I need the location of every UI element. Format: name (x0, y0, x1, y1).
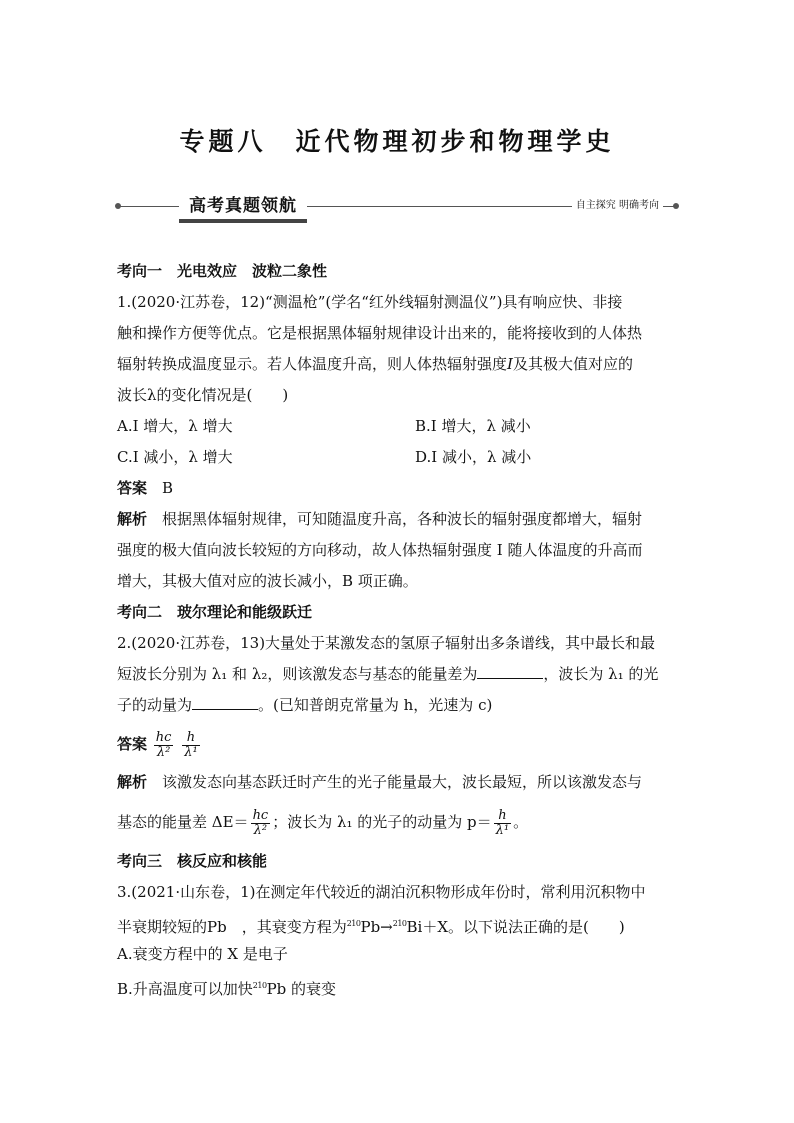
q3-option-b-a: B.升高温度可以加快 (117, 980, 253, 998)
q1-option-a[interactable]: A.I 增大，λ 增大 (117, 417, 233, 435)
banner-dot-left (115, 203, 121, 209)
q2-answer-fraction-1 (154, 731, 174, 760)
section-heading-3: 考向三 核反应和核能 (117, 852, 268, 870)
q1-options-row-2 (117, 442, 677, 473)
q2-exp-f1-den: λ² (253, 822, 268, 838)
q1-line-1: 1.(2020·江苏卷，12)“测温枪”(学名“红外线辐射测温仪”)具有响应快、非接 (117, 293, 623, 311)
q3-line-2 (117, 908, 677, 939)
q3-line-1: 3.(2021·山东卷，1)在测定年代较近的湖泊沉积物形成年份时，常利用沉积物中 (117, 883, 646, 901)
q1-line-3b: 及其极大值对应的 (512, 355, 633, 373)
q1-line-4a: 波长 (117, 386, 148, 404)
q1-answer (117, 473, 677, 504)
q1-var-lambda: λ (147, 386, 157, 404)
q1-options-row-1 (117, 411, 677, 442)
q1-answer-label: 答案 (117, 479, 148, 497)
q2-explanation-text-1: 该激发态向基态跃迁时产生的光子能量最大，波长最短，所以该激发态与 (162, 773, 643, 791)
q3-isotope-1: 210 (346, 919, 361, 928)
q2-exp-f2-num: h (494, 809, 511, 824)
q2-explanation-2a: 基态的能量差 ΔE＝ (117, 813, 249, 831)
q1-line-3 (117, 349, 677, 380)
q2-line-1: 2.(2020·江苏卷，13)大量处于某激发态的氢原子辐射出多条谱线，其中最长和最 (117, 634, 656, 652)
q2-explanation-2c: 。 (513, 813, 529, 831)
q2-answer-f1-num: hc (155, 729, 172, 745)
q1-line-3a: 辐射转换成温度显示。若人体温度升高，则人体热辐射强度 (117, 355, 508, 373)
q3-isotope-3: 210 (252, 981, 267, 990)
q2-blank-2[interactable] (192, 695, 258, 710)
q1-option-c[interactable]: C.I 减小，λ 增大 (117, 448, 233, 466)
q1-explanation-2: 强度的极大值向波长较短的方向移动，故人体热辐射强度 I 随人体温度的升高而 (117, 541, 643, 559)
q1-option-b[interactable]: B.I 增大，λ 减小 (415, 417, 531, 435)
page-title: 专题八 近代物理初步和物理学史 (179, 127, 615, 156)
q2-line-2 (117, 659, 677, 690)
q3-line-2a: 半衰期较短的Pb ，其衰变方程为 (117, 918, 347, 936)
q1-explanation-3: 增大，其极大值对应的波长减小，B 项正确。 (117, 572, 418, 590)
q2-answer-fraction-2 (182, 731, 199, 760)
q2-answer-label: 答案 (117, 735, 148, 753)
q3-option-a[interactable]: A.衰变方程中的 X 是电子 (117, 945, 288, 963)
q1-option-d[interactable]: D.I 减小，λ 减小 (415, 448, 532, 466)
q1-explanation-text-1: 根据黑体辐射规律，可知随温度升高，各种波长的辐射强度都增大，辐射 (162, 510, 643, 528)
q2-line-3 (117, 690, 677, 721)
content (117, 256, 677, 1001)
q1-line-4b: 的变化情况是( ) (156, 386, 289, 404)
q2-line-3b: 。(已知普朗克常量为 h，光速为 c) (258, 696, 493, 714)
q1-line-4 (117, 380, 677, 411)
q2-explanation-label: 解析 (117, 773, 148, 791)
q2-answer-f2-den: λ¹ (184, 744, 198, 760)
q3-isotope-2: 210 (392, 919, 407, 928)
q1-answer-value: B (162, 479, 174, 497)
section-heading-2: 考向二 玻尔理论和能级跃迁 (117, 603, 313, 621)
q2-exp-f2-den: λ¹ (495, 822, 510, 838)
q2-answer (117, 721, 677, 767)
q1-var-I: I (507, 355, 513, 373)
q2-exp-fraction-1 (251, 809, 271, 838)
q2-explanation-1 (117, 767, 677, 798)
q3-option-b-b: Pb 的衰变 (266, 980, 337, 998)
q2-line-2a: 短波长分别为 λ₁ 和 λ₂，则该激发态与基态的能量差为 (117, 665, 478, 683)
section-banner (117, 192, 677, 222)
q2-exp-f1-num: hc (252, 807, 269, 823)
q2-exp-fraction-2 (494, 809, 511, 838)
q2-line-3a: 子的动量为 (117, 696, 193, 714)
q2-line-2b: ，波长为 λ₁ 的光 (543, 665, 659, 683)
q2-explanation-2 (117, 798, 677, 846)
q1-explanation-label: 解析 (117, 510, 148, 528)
q3-line-2b: Pb→ (360, 918, 393, 936)
banner-dot-right (673, 203, 679, 209)
q1-line-2: 触和操作方便等优点。它是根据黑体辐射规律设计出来的，能将接收到的人体热 (117, 324, 643, 342)
banner-subtitle: 自主探究 明确考向 (572, 198, 663, 214)
q2-answer-f2-num: h (182, 731, 199, 746)
q2-answer-f1-den: λ² (156, 744, 171, 760)
q1-explanation-1 (117, 504, 677, 535)
section-heading-1: 考向一 光电效应 波粒二象性 (117, 262, 328, 280)
q2-blank-1[interactable] (477, 664, 543, 679)
q3-line-2c: Bi＋X。以下说法正确的是( ) (406, 918, 625, 936)
q2-explanation-2b: ；波长为 λ₁ 的光子的动量为 p＝ (272, 813, 492, 831)
q3-option-b[interactable] (117, 970, 677, 1001)
banner-tag: 高考真题领航 (179, 193, 307, 223)
